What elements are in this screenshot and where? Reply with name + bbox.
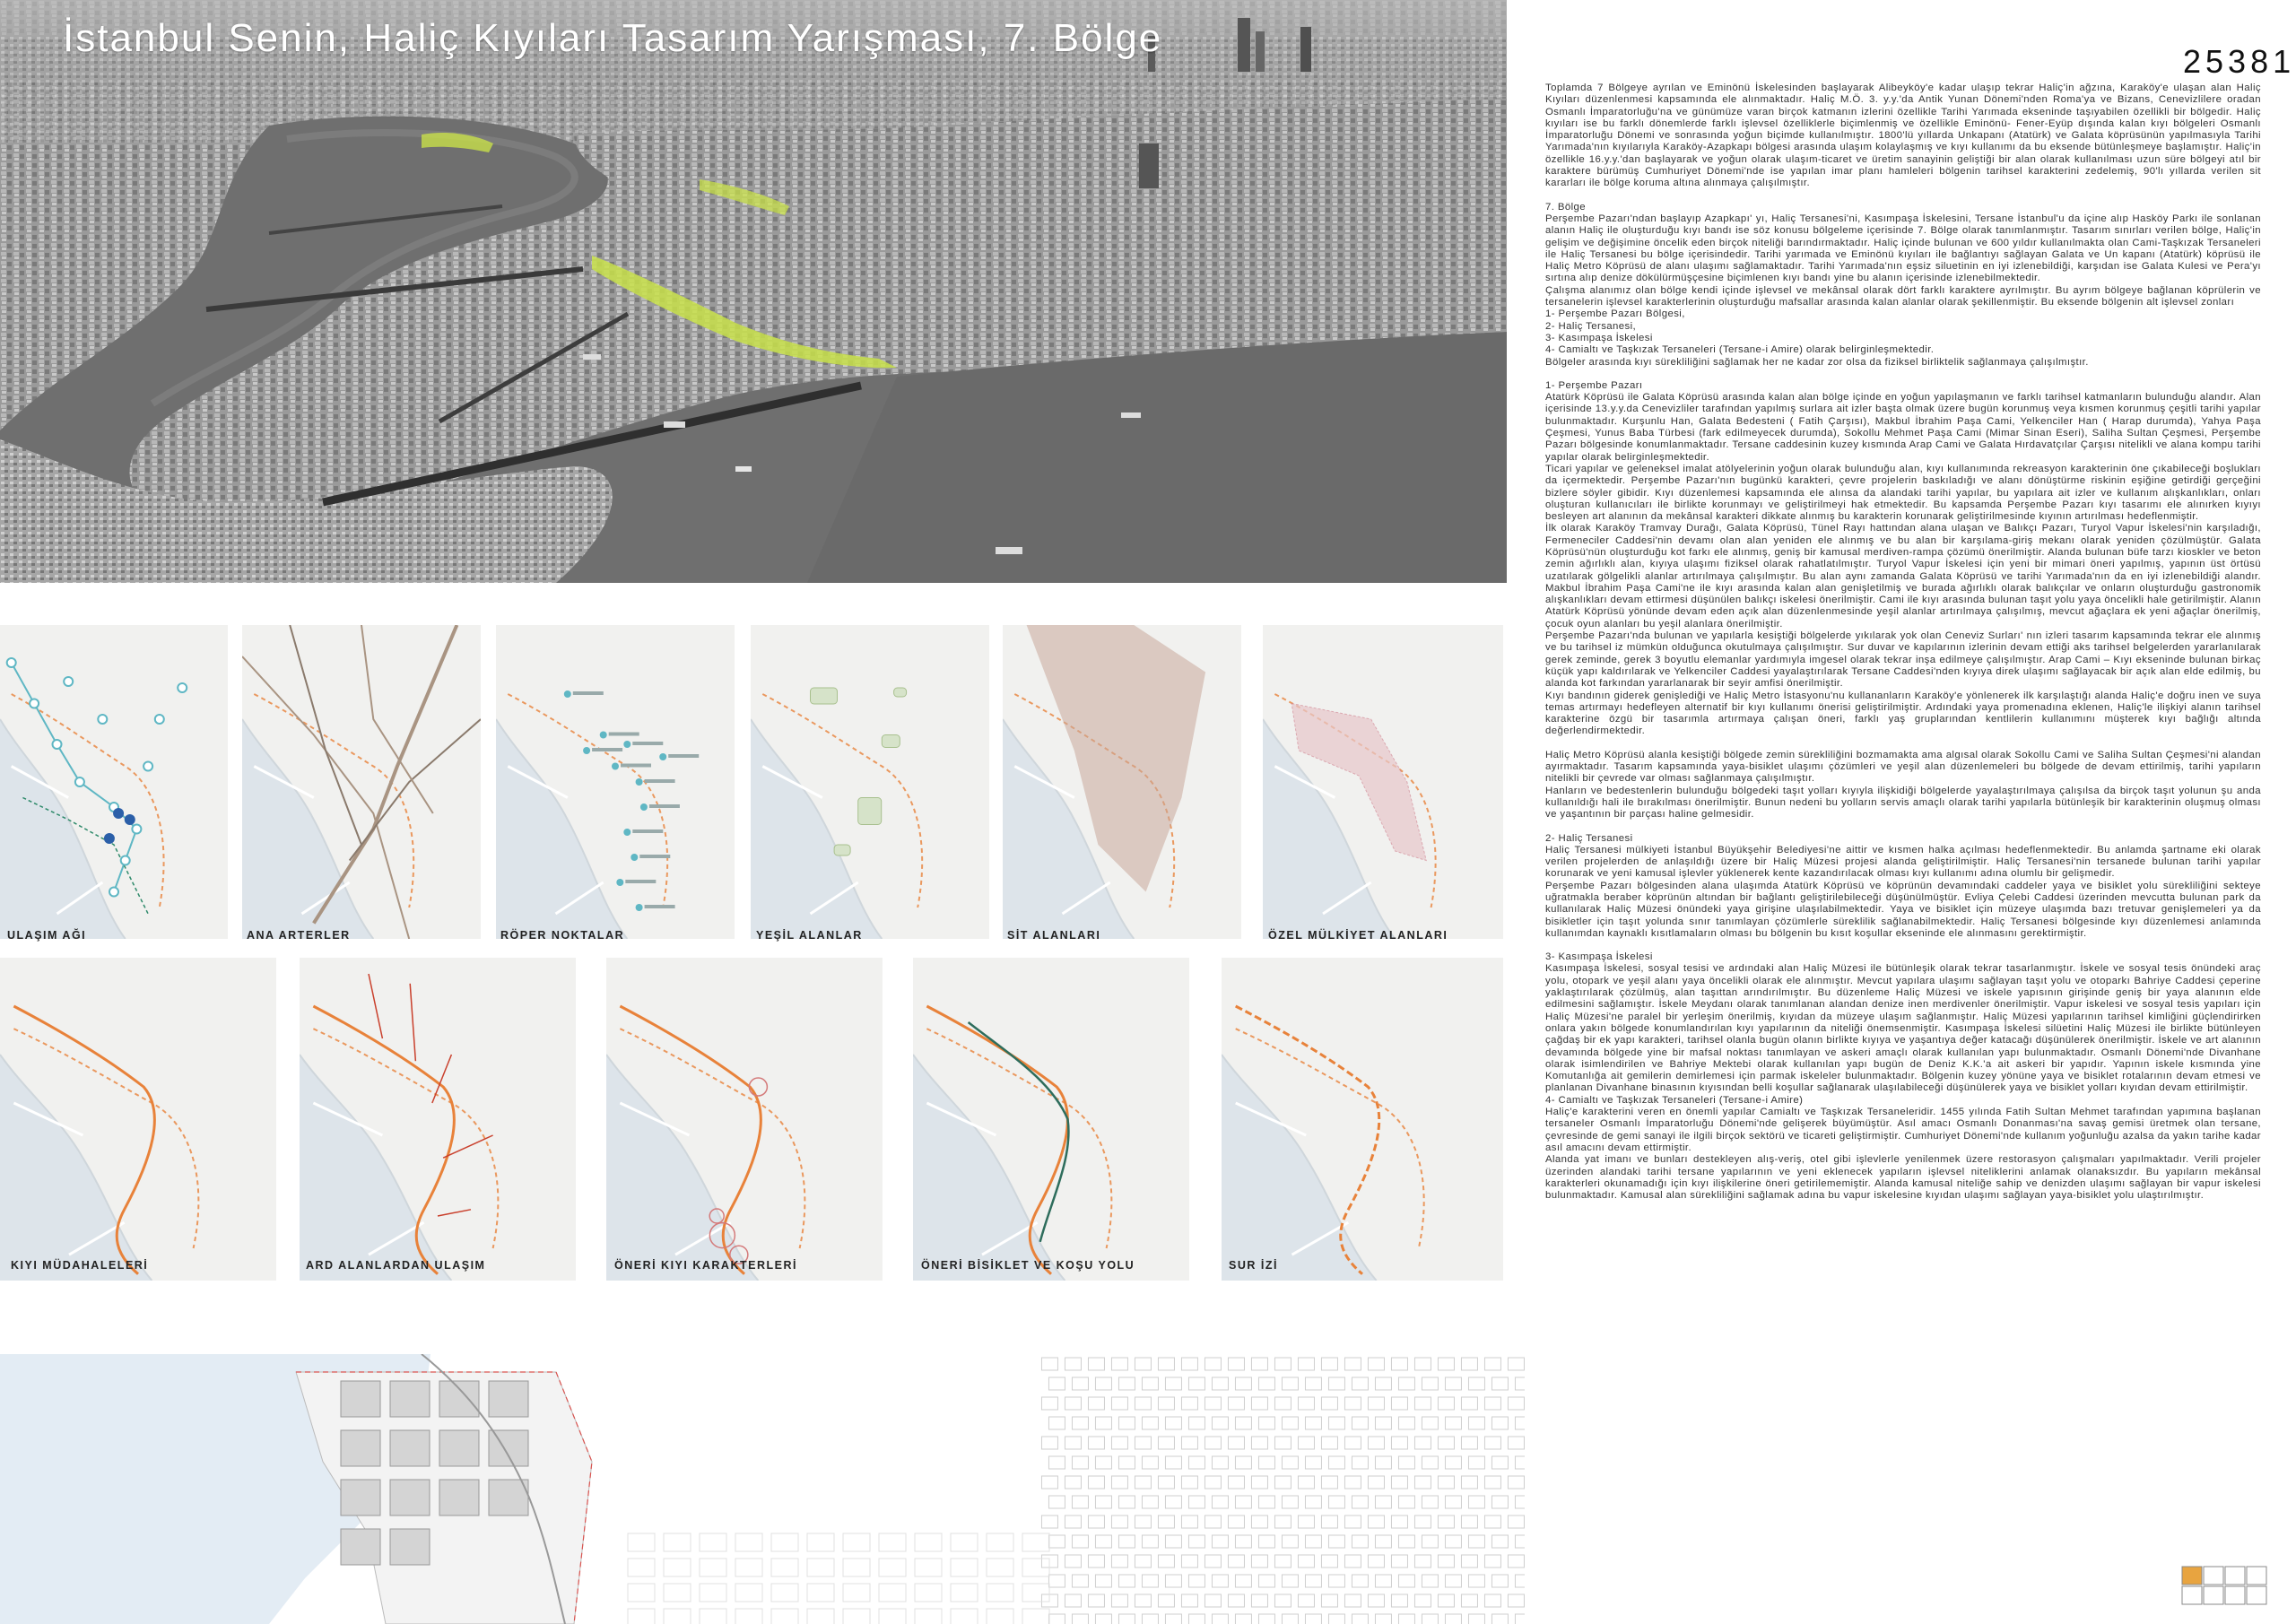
section-paragraph: Kıyı bandının giderek genişlediği ve Haliç Metro İstasyonu'nu kullananların Karaköy'e yönlenerek ilk karşılaştığı alanda Haliç'e doğru inen ve suya temas artırmayı hedefleyen alternatif bir kıyı kullanımı önerisi geliştirilmiştir. Ardındaki yaya promenadına eklenen, Haliç'le ilişkiyi alanın tarihsel karakterine özgü bir tasarımla artırmaya çalışan öneri, farklı yaş gruplarından kentlilerin kullanımını müşterek kıyı bağlığı altında değerlendirmektedir. xyxy=(1545,690,2261,737)
map-drawing xyxy=(496,625,735,939)
plan-building xyxy=(341,1381,380,1417)
map-ard-alanlar xyxy=(300,958,576,1281)
transit-stop xyxy=(98,715,107,724)
map-sit-alanlari xyxy=(1003,625,1241,939)
zone-item: 2- Haliç Tersanesi, xyxy=(1545,320,1637,332)
map-drawing xyxy=(0,958,276,1281)
map-label-roper-noktalar: RÖPER NOKTALAR xyxy=(500,929,625,942)
landmark-marker xyxy=(623,829,631,836)
landmark-label-line xyxy=(645,905,675,908)
site-plan xyxy=(0,1354,1525,1624)
transit-stop xyxy=(53,740,62,749)
intro-paragraph: Toplamda 7 Bölgeye ayrılan ve Eminönü İskelesinden başlayarak Alibeyköy'e kadar ulaşıp tekrar Haliç'in ağzına, Karaköy'e ulaşan alan Haliç Kıyıları düzenlenmesi kapsamında ele alınmaktadır. Haliç M.Ö. 3. y.y.'da Antik Yunan Dönemi'nden Roma'ya ve Bizans, Cenevizlilere oradan Osmanlı İmparatorluğu'na ve günümüze varan birçok katmanın izlerini özellikle Tarihi Yarımada ekseninde taşıyabilen özellikli bir bölgedir. Haliç kıyıları ise bu farklı dönemlerde farklı işlevsel özelliklerle biçimlenmiş ve özellikle Eminönü- Fener-Eyüp dışında kalan kıyı bölgeleri Osmanlı İmparatorluğu Dönemi ve sonrasında yoğun biçimde kullanılmıştır. 1800'lü yıllarda Unkapanı (Atatürk) ve Galata köprüsünün yapılmasıyla Tarihi Yarımada'nın kıyılarıyla Karaköy-Azapkapı bölgesi arasında ulaşım kolaylaşmış ve kıyı kullanımı da bu eksende bütünleşmeye başlamıştır. Haliç'in özellikle 16.y.y.'dan başlayarak ve yoğun olarak ulaşım-ticaret ve üretim sanayinin geliştiği bir alan olarak kullanılması uzun süre bölgeyi atıl bir karaktere bürümüş Cumhuriyet Dönemi'nde ise yapılan imar planı hamleleri bölgenin tarihsel karakterini zedelemiş, 90'lı yıllarda verilen sit kararları ile bölge koruma altına alınmaya çalışılmıştır. xyxy=(1545,83,2261,189)
landmark-label-line xyxy=(621,764,651,768)
map-label-ana-arterler: ANA ARTERLER xyxy=(247,929,351,942)
landmark-marker xyxy=(623,741,631,748)
plan-building xyxy=(390,1381,430,1417)
region-paragraph: Perşembe Pazarı'ndan başlayıp Azapkapı' yı, Haliç Tersanesi'ni, Kasımpaşa İskelesini, Tersane İstanbul'u da içine alıp Hasköy Parkı ile sonlanan alanın Haliç ile oluşturduğu kıyı bandı ise söz konusu bölgeleme içerisinde 7. Bölge olarak tanımlanmıştır. Tasarım sınırları verilen bölge, Haliç'in gelişim ve değişimine öncelik eden birçok niteliği barındırmaktadır. Haliç içinde bulunan ve 600 yıldır kullanılmakta olan Cami-Taşkızak Tersaneleri ile Haliç Tersanesi bu bölge içerisindedir. Tarihi yarımada ve Eminönü kıyıları ile bağlantıyı sağlayan Galata ve Un kapanı (Atatürk) köprüsü ile Haliç Metro Köprüsü de alanı ulaşımı sağlamaktadır. Tarihi Yarımada'nın eşsiz siluetinin en iyi izlenebildiği, karşıdan ise Galata Kulesi ve Pera'yı sırtına alıp denize dökülürmüşçesine biçimlenen kıyı bandı yine bu alanın içerisinde izlenebilmektedir. xyxy=(1545,213,2261,284)
landmark-label-line xyxy=(573,691,604,695)
transit-stop xyxy=(144,762,152,771)
landmark-label-line xyxy=(649,804,680,808)
landmark-label-line xyxy=(632,742,663,745)
map-drawing xyxy=(606,958,883,1281)
map-kiyi-karakterleri xyxy=(606,958,883,1281)
plan-building xyxy=(341,1430,380,1466)
station-marker xyxy=(104,833,115,844)
section-heading: 3- Kasımpaşa İskelesi xyxy=(1545,951,1653,963)
section-heading: 4- Camialtı ve Taşkızak Tersaneleri (Tersane-i Amire) xyxy=(1545,1094,1804,1106)
plan-building xyxy=(341,1529,380,1565)
section-paragraph: Hanların ve bedestenlerin bulunduğu bölgedeki taşıt yolları kıyıyla ilişkidiği bölgelerde yayalaştırılmaya çalışılsa da birçok taşıt yolunun şu anda kullanıldığı hali ile bırakılması önerilmiştir. Bunun nedeni bu yolların servis amaçlı olarak tarihi yapılarla bütünleşik bir karakterinin oluşmuş olması ve yaşantının bir parçası haline gelmesidir. xyxy=(1545,785,2261,821)
section-paragraph: Haliç'e karakterini veren en önemli yapılar Camialtı ve Taşkızak Tersaneleridir. 1455 yılında Fatih Sultan Mehmet tarafından yapımına başlanan tersaneler Osmanlı İmparatorluğu Dönemi'nde gelişerek büyümüştür. Asıl amacı Osmanlı Donanması'na savaş gemisi üretmek olan tersane, çevresinde de gemi sanayi ile ilgili birçok sektörü ve ticareti geliştirmiştir. Cumhuriyet Dönemi'nde kullanım yoğunluğu azalsa da yakın tarihe kadar asıl amacını devam ettirmiştir. xyxy=(1545,1107,2261,1153)
transit-stop xyxy=(121,856,130,865)
section-paragraph: İlk olarak Karaköy Tramvay Durağı, Galata Köprüsü, Tünel Rayı hattından alana ulaşan ve Balıkçı Pazarı, Turyol Vapur İskelesi'nin karşıladığı, Fermeneciler Caddesi'nin devamı olan alan yeniden ele alınmış ve bu alan bir karşılama-giriş mekanı olarak yeniden çözülmüştür. Galata Köprüsü'nün oluşturduğu kot farkı ele alınmış, geniş bir kamusal merdiven-rampa çözümü önerilmiştir. Alanda bulunan büfe tarzı kioskler ve beton zemin ağırlıklı alan, kıyıya ulaşımı fiziksel olarak rahatlatılmıştır. Turyol Vapur İskelesi için yeni bir mimari öneri yapılmış, yapının üst örtüsü uzatılarak gölgelikli alanlar artırılmaya çalışılmıştır. Bu alan aynı zamanda Galata Köprüsü ve tarihi Yarımada'nın da en iyi izlenebildiği alandır. Makbul İbrahim Paşa Cami'ne ile kıyı arasında kalan alan genişletilmiş ve burada ağırlıklı olarak balıkçılar ve onların oluşturduğu gastronomik alışkanlıkları devam ettirmesi düşünülen balıkçı iskelesi önerilmiştir. Cami ile kıyı arasında bulunan taşıt yolu yaya öncelikli hale getirilmiştir. Alanın Atatürk Köprüsü yönünde devam eden açık alan düzenlenmesinde yeşil alanlar artırılmaya çalışılmış, mevcut ağaçlara ek yeni ağaçlar önerilmiş, çocuk oyun alanları bu yeşil alanlara önerilmiştir. xyxy=(1545,523,2261,630)
plan-building xyxy=(439,1480,479,1515)
transit-stop xyxy=(132,825,141,834)
green-area xyxy=(834,845,850,855)
zone-item: 1- Perşembe Pazarı Bölgesi, xyxy=(1545,308,1685,320)
station-marker xyxy=(125,814,135,825)
plan-building xyxy=(439,1430,479,1466)
map-label-ozel-mulkiyet: ÖZEL MÜLKİYET ALANLARI xyxy=(1268,929,1448,942)
map-label-yesil-alanlar: YEŞİL ALANLAR xyxy=(756,929,863,942)
landmark-label-line xyxy=(592,748,622,751)
map-drawing xyxy=(913,958,1189,1281)
map-bisiklet-yolu xyxy=(913,958,1189,1281)
transit-stop xyxy=(7,658,16,667)
landmark-marker xyxy=(583,747,590,754)
map-drawing xyxy=(242,625,481,939)
landmark-label-line xyxy=(625,880,656,883)
aerial-photo xyxy=(0,0,1507,583)
site-plan-drawing xyxy=(0,1354,1525,1624)
map-label-sit-alanlari: SİT ALANLARI xyxy=(1007,929,1101,942)
transit-stop xyxy=(64,677,73,686)
plan-building xyxy=(489,1381,528,1417)
landmark-marker xyxy=(612,763,619,770)
map-yesil-alanlar xyxy=(751,625,989,939)
section-heading: 2- Haliç Tersanesi xyxy=(1545,832,1633,844)
region-heading: 7. Bölge xyxy=(1545,201,1586,213)
transit-stop xyxy=(109,888,118,897)
section-paragraph: Haliç Tersanesi mülkiyeti İstanbul Büyükşehir Belediyesi'ne aittir ve kısmen halka açılması hedeflenmektedir. Bu anlamda şartname eki olarak verilen projelerden de anlaşıldığı üzere bir Haliç Müzesi projesi alanda geliştirilmiştir. Haliç Tersanesi'nin tersanede bulunan tarihi yapılar korunarak ve yeni kamusal işlevler yüklenerek kente kazandırılacak olması kıyı kullanımı adına olumlu bir gelişmedir. xyxy=(1545,844,2261,880)
transit-stop xyxy=(75,777,84,786)
map-sur-izi xyxy=(1222,958,1503,1281)
project-code: 25381 xyxy=(2183,43,2296,80)
landmark-marker xyxy=(659,753,666,760)
green-area xyxy=(882,735,900,748)
map-label-kiyi-mudahaleleri: KIYI MÜDAHALELERİ xyxy=(11,1259,149,1272)
section-paragraph: Perşembe Pazarı'nda bulunan ve yapılarla kesiştiği bölgelerde yıkılarak yok olan Ceneviz Surları' nın izleri tasarım kapsamında tekrar ele alınmış ve bu tarihsel iz mümkün olduğunca okutulmaya çalışılmıştır. Sur duvar ve kapılarının izlerinin devam ettiği aks tarihsel belgelerden yararlanılarak gerek zeminde, gerek 3 boyutlu elemanlar yardımıyla imgesel olarak tekrar inşa edilmeye çalışılmıştır. Arap Cami – Kıyı ekseninde bulunan birkaç küçük yapı kaldırılarak ve Yelkenciler Caddesi yayalaştırılarak Tersane Caddesi'nden kıyıya direk ulaşımı sağlayacak bir açık alan elde edilmiş, bu alanda kot farkından yararlanarak bir seyir amfisi önerilmiştir. xyxy=(1545,630,2261,690)
map-label-ulasim-agi: ULAŞIM AĞI xyxy=(7,929,87,942)
landmark-label-line xyxy=(632,829,663,833)
plan-building xyxy=(489,1430,528,1466)
section-paragraph: Haliç Metro Köprüsü alanla kesiştiği bölgede zemin sürekliliğini bozmamakta ama algısal olarak Sokollu Cami ve Saliha Sultan Çeşmesi'ni alandan ayırmaktadır. Tasarım kapsamında yaya-bisiklet ulaşımı çözümleri ve yeşil alan düzenlemeleri bu bölgede de devam ettirilmiş, tarihi yapıların nitelikli bir çevrede var olması sağlanmaya çalışılmıştır. xyxy=(1545,749,2261,785)
plan-building xyxy=(390,1430,430,1466)
green-area xyxy=(894,688,907,697)
section-paragraph: Ticari yapılar ve geleneksel imalat atölyelerinin yoğun olarak bulunduğu alan, kıyı kullanımında rekreasyon karakterinin öne çıkabileceği boşlukları da içermektedir. Perşembe Pazarı'nın bugünkü karakteri, çevre projelerin baskıladığı ve alanı dönüştürme riskinin eşiğine getirdiği gerçeğini bizlere söyler gibidir. Kıyı düzenlemesi kapsamında ele alınsa da alandaki tarihi yapılar, bu yapılara ait izler ve kullanım alışkanlıkları, onları oluşturan kullanıcıları ile birlikte korunmayı ve geliştirilmeyi hak etmektedir. Bu kapsamda Perşembe Pazarı kıyı tasarımı ele alınırken kıyıyı besleyen art alanının da mekânsal karakteri dikkate alınmış bu karakterin korunarak geliştirilmesinde kıyının artırılması hedeflenmiştir. xyxy=(1545,463,2261,523)
landmark-marker xyxy=(631,854,638,861)
map-kiyi-mudahaleleri xyxy=(0,958,276,1281)
zones-tail: Bölgeler arasında kıyı sürekliliğini sağlamak her ne kadar zor olsa da fiziksel birliktelik sağlanmaya çalışılmıştır. xyxy=(1545,356,2089,368)
map-label-sur-izi: SUR İZİ xyxy=(1229,1259,1278,1272)
landmark-marker xyxy=(564,690,571,698)
green-area xyxy=(858,798,882,825)
landmark-label-line xyxy=(609,733,639,736)
transit-stop xyxy=(30,699,39,708)
section-paragraph: Kasımpaşa İskelesi, sosyal tesisi ve ardındaki alan Haliç Müzesi ile bütünleşik olarak tekrar tasarlanmıştır. İskele ve sosyal tesis önündeki araç yolu, otopark ve yeşil alanı yaya öncelikli olarak ele alınmıştır. Mevcut yapılara ulaşımı sağlayan taşıt yolu ve otoparkı Bahriye Caddesi çeperine yaklaştırılarak çözülmüş, alan taşıttan arındırılmıştır. Bu düzenleme Haliç Müzesi ve iskele yapısının girişinde geniş bir yaya alanının elde edilmesini sağlamıştır. İskele Meydanı olarak tanımlanan alandan denize inen merdivenler önerilmiştir. Vapur iskelesi ve sosyal tesis yapıları için Haliç Müzesi'ne paralel bir yerleşim önerilmiş, kıyıdan da müzeye ulaşım sağlanmıştır. Haliç Müzesi yapılarının tarihsel kimliğini güçlendirirken onlara yakın bölgede konumlandırılan kıyı yapılarının da niteliği önemsenmiştir. Kasımpaşa İskelesi silüetini Haliç Müzesi ile birlikte bütünleyen çağdaş bir ek yapı karakteri, tarihsel olanla bugün olanın birlikte kıyıya ve yaşantıya değer katacağı düşünülerek önerilmiştir. İskele ve art alanının devamında bölgede yine bir mafsal noktası tanımlayan ve askeri amaçlı olarak kullanılan yapı bulunmaktadır. Osmanlı Dönemi'nde Divanhane olarak isimlendirilen ve Bahriye Mektebi olarak kullanılan yapı bugün de Deniz K.K.'a ait askeri bir yapıdır. Yapının iskele kısmında yine Komutanlığa ait gemilerin demirlemesi için parmak iskeleler bulunmaktadır. Bölgenin kuzey yönüne yaya ve bisiklet rotalarının devam etmesi ve planlanan Divanhane binasının kıyısından belli koşullar sağlanarak ulaşılabileceği düşünülerek yaya ve bisiklet yolları kıyıdan devam ettirilmiştir. xyxy=(1545,963,2261,1094)
map-drawing xyxy=(1263,625,1503,939)
landmark-label-line xyxy=(639,855,670,858)
map-ozel-mulkiyet xyxy=(1263,625,1503,939)
section-paragraph: Perşembe Pazarı bölgesinden alana ulaşımda Atatürk Köprüsü ve köprünün devamındaki caddeler yaya ve bisiklet yolu sürekliliğini sekteye uğratmakla beraber köprünün altından bir bağlantı geliştirilebileceği düşünülmüştür. Evliya Çelebi Caddesi üzerinden mevcutta bulunan park da kullanılarak Haliç Müzesi önündeki yaya girişine ulaşılabilmektedir. Yaya ve bisiklet için müzeye ulaşımda bazı tretuvar genişlemeleri ya da bisikletler için taşıt yolunda sınır tanımlayan çözümlerle süreklilik sağlanabilmektedir. Haliç Tersanesi bölgesinde kıyı düzenlemesi anlamında kullanımdan kaynaklı kısıtlamaların olması bu bölgenin bu kısıt koşullar ekseninde ele alınmasını gerektirmiştir. xyxy=(1545,880,2261,939)
map-drawing xyxy=(1003,625,1241,939)
station-marker xyxy=(113,808,124,819)
landmark-marker xyxy=(640,803,648,811)
map-label-kiyi-karakterleri: ÖNERİ KIYI KARAKTERLERİ xyxy=(614,1259,797,1272)
section-paragraph: Alanda yat imanı ve bunları destekleyen alış-veriş, otel gibi işlevlerle yenilenmek üzere restorasyon çalışmaları yapılmaktadır. Verili projeler üzerinden alandaki tarihi tersane yapılarının ve yeni eklenecek yapıların işlevsel niteliklerini anlamak olanaksızdır. Bu yapıların mekânsal karakterleri okunamadığı için kıyı ilişkilerine öneri getirilememiştir. Alanda kamusal niteliğe sahip ve denizden ulaşımı sağlayan bir vapur iskelesi bulunmaktadır. Kamusal alan sürekliliğini sağlamak adına bu vapur iskelesine kıyıdan ulaşımı sağlayan yaya-bisiklet yolu ulaştırılmıştır. xyxy=(1545,1154,2261,1202)
map-drawing xyxy=(0,625,228,939)
transit-stop xyxy=(178,683,187,692)
aerial-illustration xyxy=(0,0,1507,583)
landmark-marker xyxy=(616,879,623,886)
map-label-bisiklet-yolu: ÖNERİ BİSİKLET VE KOŞU YOLU xyxy=(921,1259,1135,1272)
section-paragraph: Atatürk Köprüsü ile Galata Köprüsü arasında kalan alan bölge içinde en yoğun yapılaşmanın ve farklı tarihsel katmanların bulunduğu alandır. Alan içerisinde 13.y.y.da Cenevizliler tarafından yapılmış surlara ait izler başta olmak üzere bugün korunmuş veya kısmen korunmuş çeşitli tarihi yapılar bulunmaktadır. Kurşunlu Han, Galata Bedesteni ( Fatih Çarşısı), Makbul İbrahim Paşa Cami, Yelkenciler Han ( Harap durumda), Yahya Paşa Çeşmesi, Yunus Baba Türbesi (fark edilmeyecek durumda), Sokollu Mehmet Paşa Cami (Mimar Sinan Eseri), Saliha Sultan Çeşmesi, Perşembe Pazarı bölgesinde konumlanmaktadır. Tersane caddesinin kuzey kısmında Arap Cami ve Galata Hırdavatçılar Çarşısı nitelikli ve alana kompu tarihi yapılar olarak belirginleşmektedir. xyxy=(1545,392,2261,463)
map-ulasim-agi xyxy=(0,625,228,939)
landmark-label-line xyxy=(668,754,699,758)
landmark-marker xyxy=(636,778,643,786)
plan-building xyxy=(390,1480,430,1515)
region-paragraph-2: Çalışma alanımız olan bölge kendi içinde işlevsel ve mekânsal olarak dört farklı karaktere ayrılmıştır. Bu ayrım bölgeye bağlanan köprülerin ve tersanelerin işlevsel karakterlerinin oluşturduğu mafsallar arasında kalan alanlar olarak şekillenmiştir. Bu eksende bölgenin alt işlevsel zonları xyxy=(1545,284,2261,308)
description-text xyxy=(1545,83,2261,1202)
key-map-grid xyxy=(2181,1566,2267,1605)
page-title: İstanbul Senin, Haliç Kıyıları Tasarım Yarışması, 7. Bölge xyxy=(63,16,1163,60)
map-ana-arterler xyxy=(242,625,481,939)
plan-building xyxy=(439,1381,479,1417)
plan-building xyxy=(489,1480,528,1515)
zone-item: 4- Camialtı ve Taşkızak Tersaneleri (Tersane-i Amire) olarak belirginleşmektedir. xyxy=(1545,344,1935,356)
transit-stop xyxy=(155,715,164,724)
map-roper-noktalar xyxy=(496,625,735,939)
map-drawing xyxy=(300,958,576,1281)
green-area xyxy=(811,688,838,704)
map-drawing xyxy=(751,625,989,939)
landmark-marker xyxy=(636,904,643,911)
landmark-marker xyxy=(600,732,607,739)
plan-building xyxy=(390,1529,430,1565)
landmark-label-line xyxy=(645,779,675,783)
zone-item: 3- Kasımpaşa İskelesi xyxy=(1545,332,1653,343)
section-heading: 1- Perşembe Pazarı xyxy=(1545,379,1643,391)
map-label-ard-alanlar: ARD ALANLARDAN ULAŞIM xyxy=(306,1259,486,1272)
plan-building xyxy=(341,1480,380,1515)
map-drawing xyxy=(1222,958,1503,1281)
